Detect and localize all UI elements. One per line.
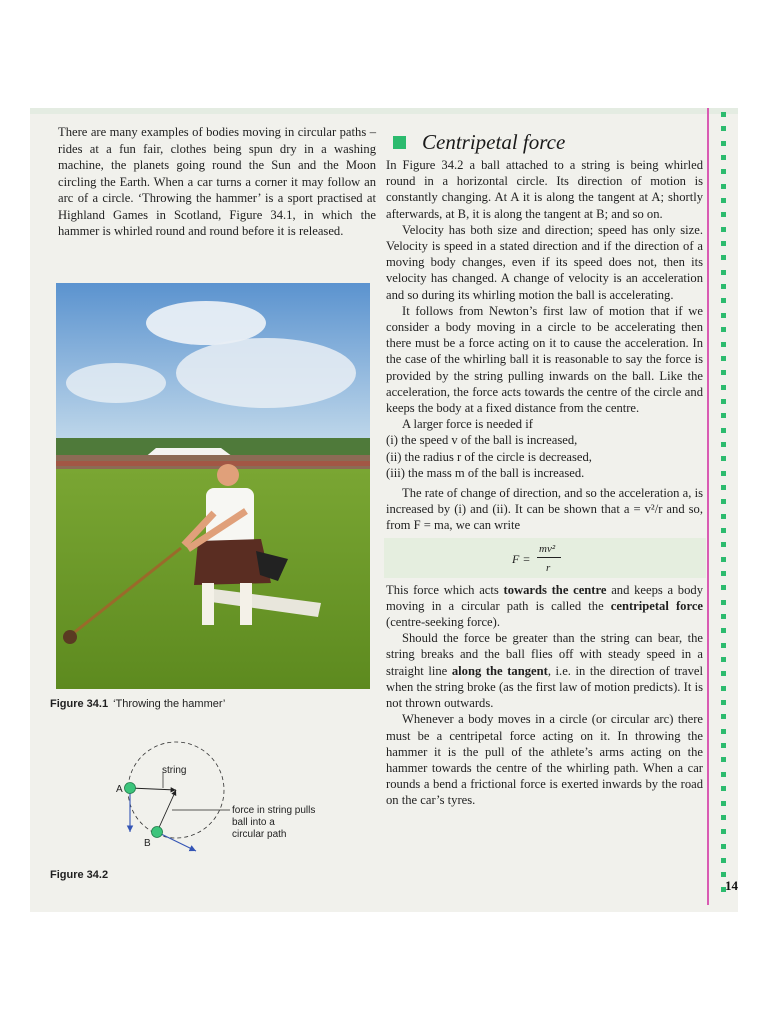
margin-rule xyxy=(707,108,709,905)
figure-1-title: ‘Throwing the hammer’ xyxy=(113,698,226,710)
paragraph-4: A larger force is needed if xyxy=(402,417,533,432)
condition-list xyxy=(386,432,703,481)
force-label-line2: ball into a xyxy=(232,817,275,828)
ball-b xyxy=(152,827,163,838)
point-b-label: B xyxy=(144,838,151,849)
formula-lhs: F = xyxy=(512,551,531,566)
figure-1-label: Figure 34.1 xyxy=(50,698,109,710)
string-label: string xyxy=(162,765,187,776)
intro-paragraph: There are many examples of bodies moving in circular paths – rides at a fun fair, clothes being spun dry in a washing machine, the planets going round the Sun and the Moon circling the Earth. When a car turns a corner it may follow an arc of a circle. ‘Throwing the hammer’ is a sport practised at Highland Games in Scotland, Figure 34.1, in which the hammer is whirled round and round before it is released. xyxy=(58,125,376,238)
list-item: (i) the speed v of the ball is increased, xyxy=(386,433,578,448)
ball-a xyxy=(125,783,136,794)
paragraph-1: In Figure 34.2 a ball attached to a string is being whirled round in a horizontal circle. Its direction of motion is constantly changing. At A it is along the tangent at A; shortly afterwards, at B, it is along the tangent at B; and so on. xyxy=(386,158,703,221)
figure-2-caption: Figure 34.2 xyxy=(50,869,109,881)
paragraph-8: Whenever a body moves in a circle (or circular arc) there must be a centripetal force acting on it. In throwing the hammer it is the pull of the athlete’s arms acting on the hammer towards the centre of the whirling path. When a car rounds a bend a frictional force is exerted inwards by the road on the car’s tyres. xyxy=(386,712,703,808)
hammer-throw-photo xyxy=(56,283,370,689)
list-item: (iii) the mass m of the ball is increased. xyxy=(386,465,585,480)
formula-band xyxy=(384,538,706,578)
formula-numerator: mv² xyxy=(539,542,556,555)
string-line-a xyxy=(130,788,176,790)
point-a-label: A xyxy=(116,784,123,795)
section-heading xyxy=(393,130,565,155)
list-item: (ii) the radius r of the circle is decreased, xyxy=(386,449,592,464)
formula-denominator: r xyxy=(546,561,551,574)
figure-1-caption xyxy=(50,698,225,710)
margin-dot-strip xyxy=(721,112,731,892)
paragraph-2: Velocity has both size and direction; speed has only size. Velocity is speed in a stated direction and if the direction of a moving body changes, even if its speed does not, then its velocity has changed. A change of velocity is an acceleration and so during its whirling motion the ball is accelerating. xyxy=(386,222,703,302)
force-label-line1: force in string pulls xyxy=(232,805,316,816)
formula-fraction-bar xyxy=(537,557,561,558)
string-line-b xyxy=(157,790,176,832)
section-title: Centripetal force xyxy=(422,130,566,154)
paragraph-7: Should the force be greater than the string can bear, the string breaks and the ball flies off with steady speed in a straight line along the tangent, i.e. in the direction of travel when the string broke (as the first law of motion predicts). It is not thrown outwards. xyxy=(386,631,704,711)
paragraph-3: It follows from Newton’s first law of motion that if we consider a body moving in a circle to be accelerating then there must be a force acting on it to cause the acceleration. In the case of the whirling ball it is reasonable to say the force is provided by the string pulling inwards on the ball. Like the acceleration, the force acts towards the centre of the circle and keeps the body at a fixed distance from the centre. xyxy=(386,303,703,416)
paragraph-5: The rate of change of direction, and so the acceleration a, is increased by (i) and (ii). It can be shown that a = v²/r and so, from F = ma, we can write xyxy=(386,486,703,533)
page-top-band xyxy=(30,108,738,114)
heading-square-icon xyxy=(393,136,406,149)
tangent-arrow-b xyxy=(157,832,196,851)
page-number: 14 xyxy=(721,876,738,896)
figure-2-diagram xyxy=(110,735,330,865)
right-column-text xyxy=(386,157,703,809)
paragraph-6: This force which acts towards the centre and keeps a body moving in a circular path is called the centripetal force (centre-seeking force). xyxy=(386,582,703,630)
force-label-line3: circular path xyxy=(232,829,287,840)
